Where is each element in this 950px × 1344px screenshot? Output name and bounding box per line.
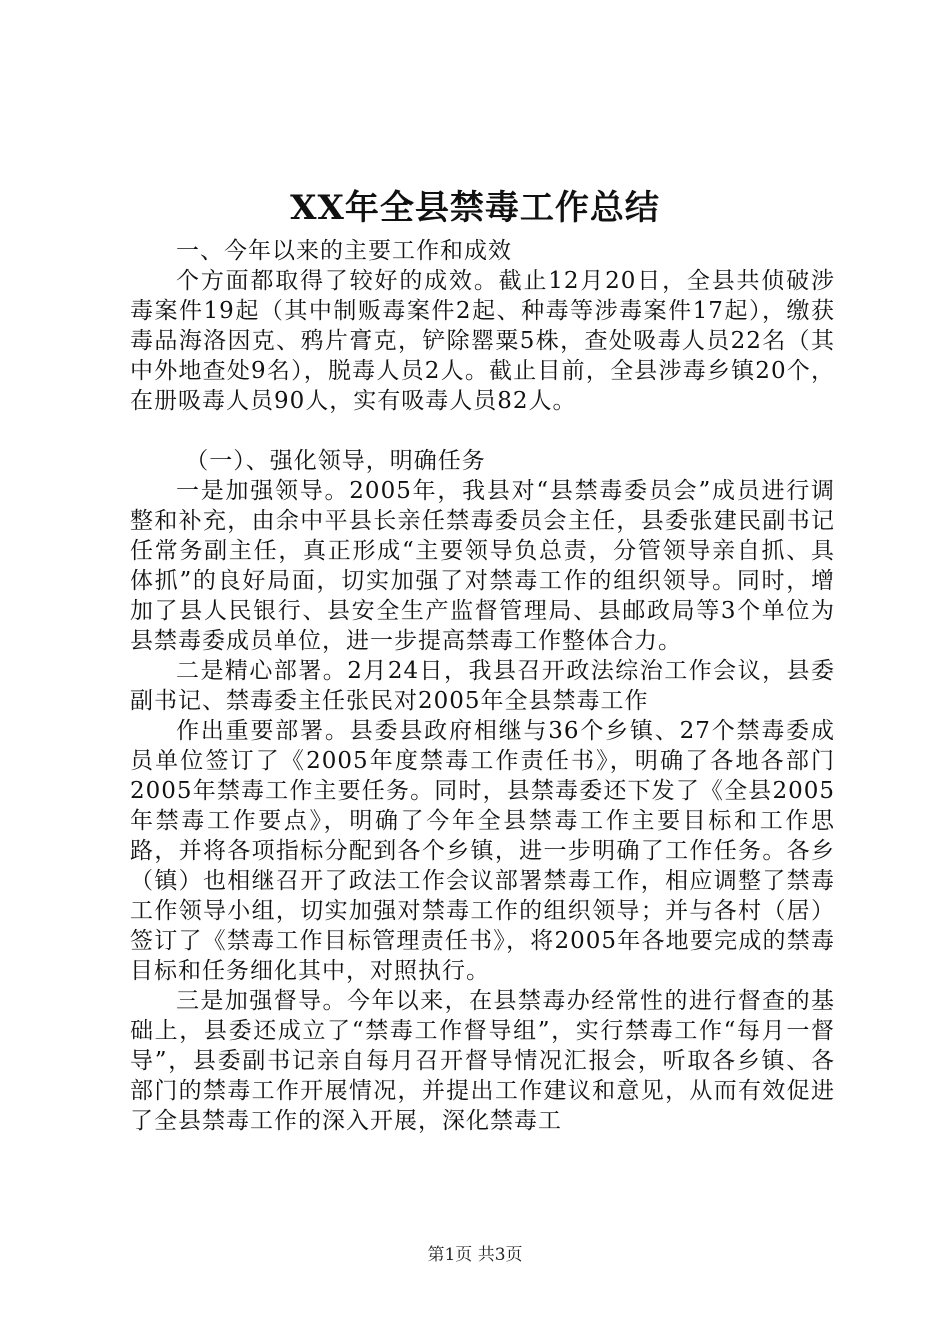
page-title: XX年全县禁毒工作总结 [290, 188, 660, 228]
paragraph-deployment-continued: 作出重要部署。县委县政府相继与36个乡镇、27个禁毒委成员单位签订了《2005年度禁毒工作责任书》，明确了各地各部门2005年禁毒工作主要任务。同时，县禁毒委还下发了《全县2005年禁毒工作要点》，明确了今年全县禁毒工作主要目标和工作思路，并将各项指标分配到各个乡镇，进一步明确了工作任务。各乡（镇）也相继召开了政法工作会议部署禁毒工作，相应调整了禁毒工作领导小组，切实加强对禁毒工作的组织领导；并与各村（居）签订了《禁毒工作目标管理责任书》，将2005年各地要完成的禁毒目标和任务细化其中，对照执行。 [130, 718, 835, 984]
page-number: 第1页 共3页 [427, 1245, 523, 1265]
paragraph-supervision: 三是加强督导。今年以来，在县禁毒办经常性的进行督查的基础上，县委还成立了“禁毒工作督导组”，实行禁毒工作“每月一督导”，县委副书记亲自每月召开督导情况汇报会，听取各乡镇、各部门的禁毒工作开展情况，并提出工作建议和意见，从而有效促进了全县禁毒工作的深入开展，深化禁毒工 [130, 988, 835, 1134]
paragraph-leadership: 一是加强领导。2005年，我县对“县禁毒委员会”成员进行调整和补充，由余中平县长亲任禁毒委员会主任，县委张建民副书记任常务副主任，真正形成“主要领导负总责，分管领导亲自抓、具体抓”的良好局面，切实加强了对禁毒工作的组织领导。同时，增加了县人民银行、县安全生产监督管理局、县邮政局等3个单位为县禁毒委成员单位，进一步提高禁毒工作整体合力。 [130, 478, 835, 654]
section-heading: 一、今年以来的主要工作和成效 [176, 238, 512, 264]
subsection-heading: （一）、强化领导，明确任务 [185, 448, 486, 474]
document-body [130, 236, 835, 1136]
paragraph-deployment: 二是精心部署。2月24日，我县召开政法综治工作会议，县委副书记、禁毒委主任张民对2005年全县禁毒工作 [130, 658, 835, 714]
paragraph-summary: 个方面都取得了较好的成效。截止12月20日，全县共侦破涉毒案件19起（其中制贩毒案件2起、种毒等涉毒案件17起），缴获毒品海洛因克、鸦片膏克，铲除罂粟5株，查处吸毒人员22名（其中外地查处9名），脱毒人员2人。截止目前，全县涉毒乡镇20个，在册吸毒人员90人，实有吸毒人员82人。 [130, 268, 835, 414]
blank-line [130, 416, 835, 446]
